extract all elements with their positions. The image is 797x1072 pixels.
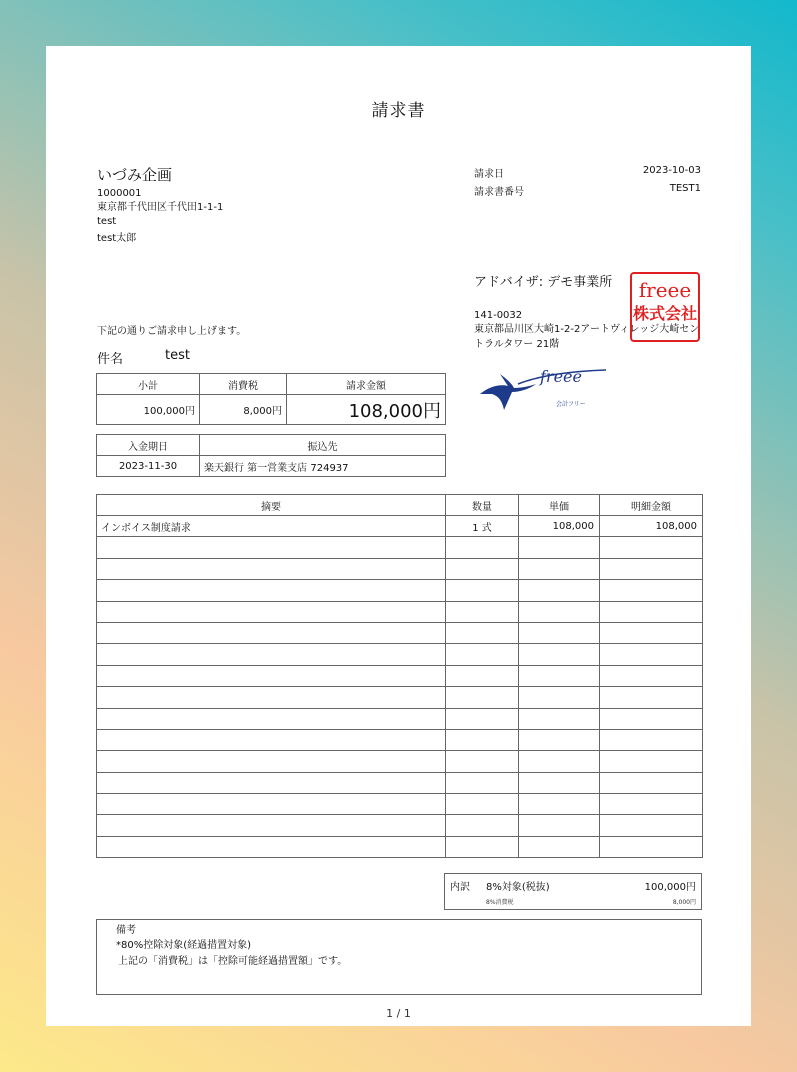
empty-cell [519, 601, 600, 622]
total-amount: 108,000円 [287, 395, 446, 425]
empty-cell [600, 794, 703, 815]
notes-box [96, 919, 702, 995]
document-title: 請求書 [371, 101, 426, 121]
logo-subtext: 会計フリー [556, 401, 586, 408]
empty-cell [600, 708, 703, 729]
stamp-line1: freee [638, 278, 692, 302]
notes-line2: 上記の「消費税」は「控除可能経過措置額」です。 [118, 956, 348, 967]
empty-cell [519, 772, 600, 793]
empty-cell [519, 751, 600, 772]
client-department: test [97, 216, 117, 227]
empty-cell [446, 708, 519, 729]
notes-title: 備考 [116, 925, 136, 936]
empty-cell [97, 601, 446, 622]
client-name: いづみ企画 [97, 166, 173, 184]
table-row-empty [97, 751, 703, 772]
empty-cell [600, 580, 703, 601]
invoice-number-value: TEST1 [669, 183, 701, 194]
empty-cell [600, 644, 703, 665]
empty-cell [97, 580, 446, 601]
empty-cell [600, 836, 703, 857]
empty-cell [446, 537, 519, 558]
empty-cell [600, 622, 703, 643]
summary-table [96, 373, 446, 425]
subtotal-header: 小計 [97, 374, 200, 395]
due-date-value: 2023-11-30 [97, 456, 200, 477]
table-row-empty [97, 729, 703, 750]
empty-cell [519, 644, 600, 665]
empty-cell [446, 729, 519, 750]
empty-cell [519, 537, 600, 558]
subject-value: test [165, 348, 190, 363]
empty-cell [446, 558, 519, 579]
table-row-empty [97, 622, 703, 643]
tax-header: 消費税 [200, 374, 287, 395]
empty-cell [519, 580, 600, 601]
empty-cell [97, 815, 446, 836]
empty-cell [97, 644, 446, 665]
tax-breakdown-box [444, 873, 702, 910]
tax-value: 8,000円 [200, 395, 287, 425]
empty-cell [519, 708, 600, 729]
empty-cell [519, 622, 600, 643]
breakdown-amount: 100,000円 [644, 882, 696, 893]
breakdown-category: 8%対象(税抜) [486, 882, 550, 893]
bank-header: 振込先 [200, 435, 446, 456]
empty-cell [446, 836, 519, 857]
table-row-empty [97, 836, 703, 857]
empty-cell [446, 601, 519, 622]
empty-cell [519, 729, 600, 750]
empty-cell [446, 665, 519, 686]
invoice-page [46, 46, 751, 1026]
breakdown-label: 内訳 [450, 882, 470, 893]
breakdown-tax-amount: 8,000円 [672, 899, 696, 906]
invoice-date-value: 2023-10-03 [642, 165, 701, 176]
empty-cell [446, 751, 519, 772]
empty-cell [519, 665, 600, 686]
empty-cell [600, 772, 703, 793]
empty-cell [97, 729, 446, 750]
table-row-empty [97, 537, 703, 558]
empty-cell [600, 687, 703, 708]
intro-text: 下記の通りご請求申し上げます。 [97, 326, 247, 337]
invoice-date-label: 請求日 [474, 169, 504, 180]
swallow-logo-icon [478, 364, 608, 414]
empty-cell [600, 665, 703, 686]
empty-cell [97, 537, 446, 558]
empty-cell [446, 687, 519, 708]
empty-cell [446, 815, 519, 836]
quantity-header: 数量 [446, 495, 519, 516]
payment-table [96, 434, 446, 477]
item-unit-price: 108,000 [519, 516, 600, 537]
invoice-number-label: 請求書番号 [474, 187, 524, 198]
empty-cell [97, 622, 446, 643]
empty-cell [97, 772, 446, 793]
empty-cell [97, 836, 446, 857]
stamp-line2: 株式会社 [632, 304, 697, 323]
table-row-empty [97, 815, 703, 836]
issuer-postal: 141-0032 [474, 310, 523, 321]
table-row-empty [97, 772, 703, 793]
empty-cell [600, 537, 703, 558]
table-row [97, 516, 703, 537]
empty-cell [97, 794, 446, 815]
logo-text: freee [540, 367, 582, 386]
line-items-table [96, 494, 703, 858]
empty-cell [600, 815, 703, 836]
empty-cell [600, 601, 703, 622]
subtotal-value: 100,000円 [97, 395, 200, 425]
company-seal-stamp [630, 272, 700, 342]
empty-cell [519, 558, 600, 579]
empty-cell [97, 708, 446, 729]
table-row-empty [97, 708, 703, 729]
freee-logo [478, 364, 608, 414]
empty-cell [519, 794, 600, 815]
table-row-empty [97, 580, 703, 601]
total-header: 請求金額 [287, 374, 446, 395]
empty-cell [446, 580, 519, 601]
table-row-empty [97, 644, 703, 665]
table-row-empty [97, 794, 703, 815]
empty-cell [519, 687, 600, 708]
table-row-empty [97, 558, 703, 579]
page-indicator: 1 / 1 [386, 1007, 411, 1020]
empty-cell [446, 794, 519, 815]
invoice-number-row [474, 183, 701, 198]
bank-value: 楽天銀行 第一営業支店 724937 [200, 456, 446, 477]
item-description: インボイス制度請求 [97, 516, 446, 537]
empty-cell [97, 687, 446, 708]
client-person: test太郎 [97, 233, 137, 244]
empty-cell [519, 836, 600, 857]
breakdown-tax-label: 8%消費税 [486, 899, 514, 906]
client-address: 東京都千代田区千代田1-1-1 [97, 202, 224, 213]
subject-label: 件名 [97, 352, 124, 367]
client-postal: 1000001 [97, 188, 142, 199]
empty-cell [600, 729, 703, 750]
empty-cell [446, 644, 519, 665]
description-header: 摘要 [97, 495, 446, 516]
empty-cell [519, 815, 600, 836]
amount-header: 明細金額 [600, 495, 703, 516]
table-row-empty [97, 687, 703, 708]
due-date-header: 入金期日 [97, 435, 200, 456]
table-row-empty [97, 665, 703, 686]
notes-line1: *80%控除対象(経過措置対象) [116, 940, 252, 951]
empty-cell [600, 751, 703, 772]
empty-cell [97, 751, 446, 772]
item-quantity: 1 式 [446, 516, 519, 537]
empty-cell [600, 558, 703, 579]
issuer-address-line1: 東京都品川区大崎1-2-2アートヴィレッジ大崎セン [474, 324, 700, 335]
empty-cell [97, 558, 446, 579]
issuer-address-line2: トラルタワー 21階 [474, 339, 560, 350]
invoice-date-row [474, 165, 701, 180]
empty-cell [446, 622, 519, 643]
table-row-empty [97, 601, 703, 622]
empty-cell [97, 665, 446, 686]
unit-price-header: 単価 [519, 495, 600, 516]
issuer-name: アドバイザ: デモ事業所 [474, 275, 613, 290]
item-amount: 108,000 [600, 516, 703, 537]
empty-cell [446, 772, 519, 793]
